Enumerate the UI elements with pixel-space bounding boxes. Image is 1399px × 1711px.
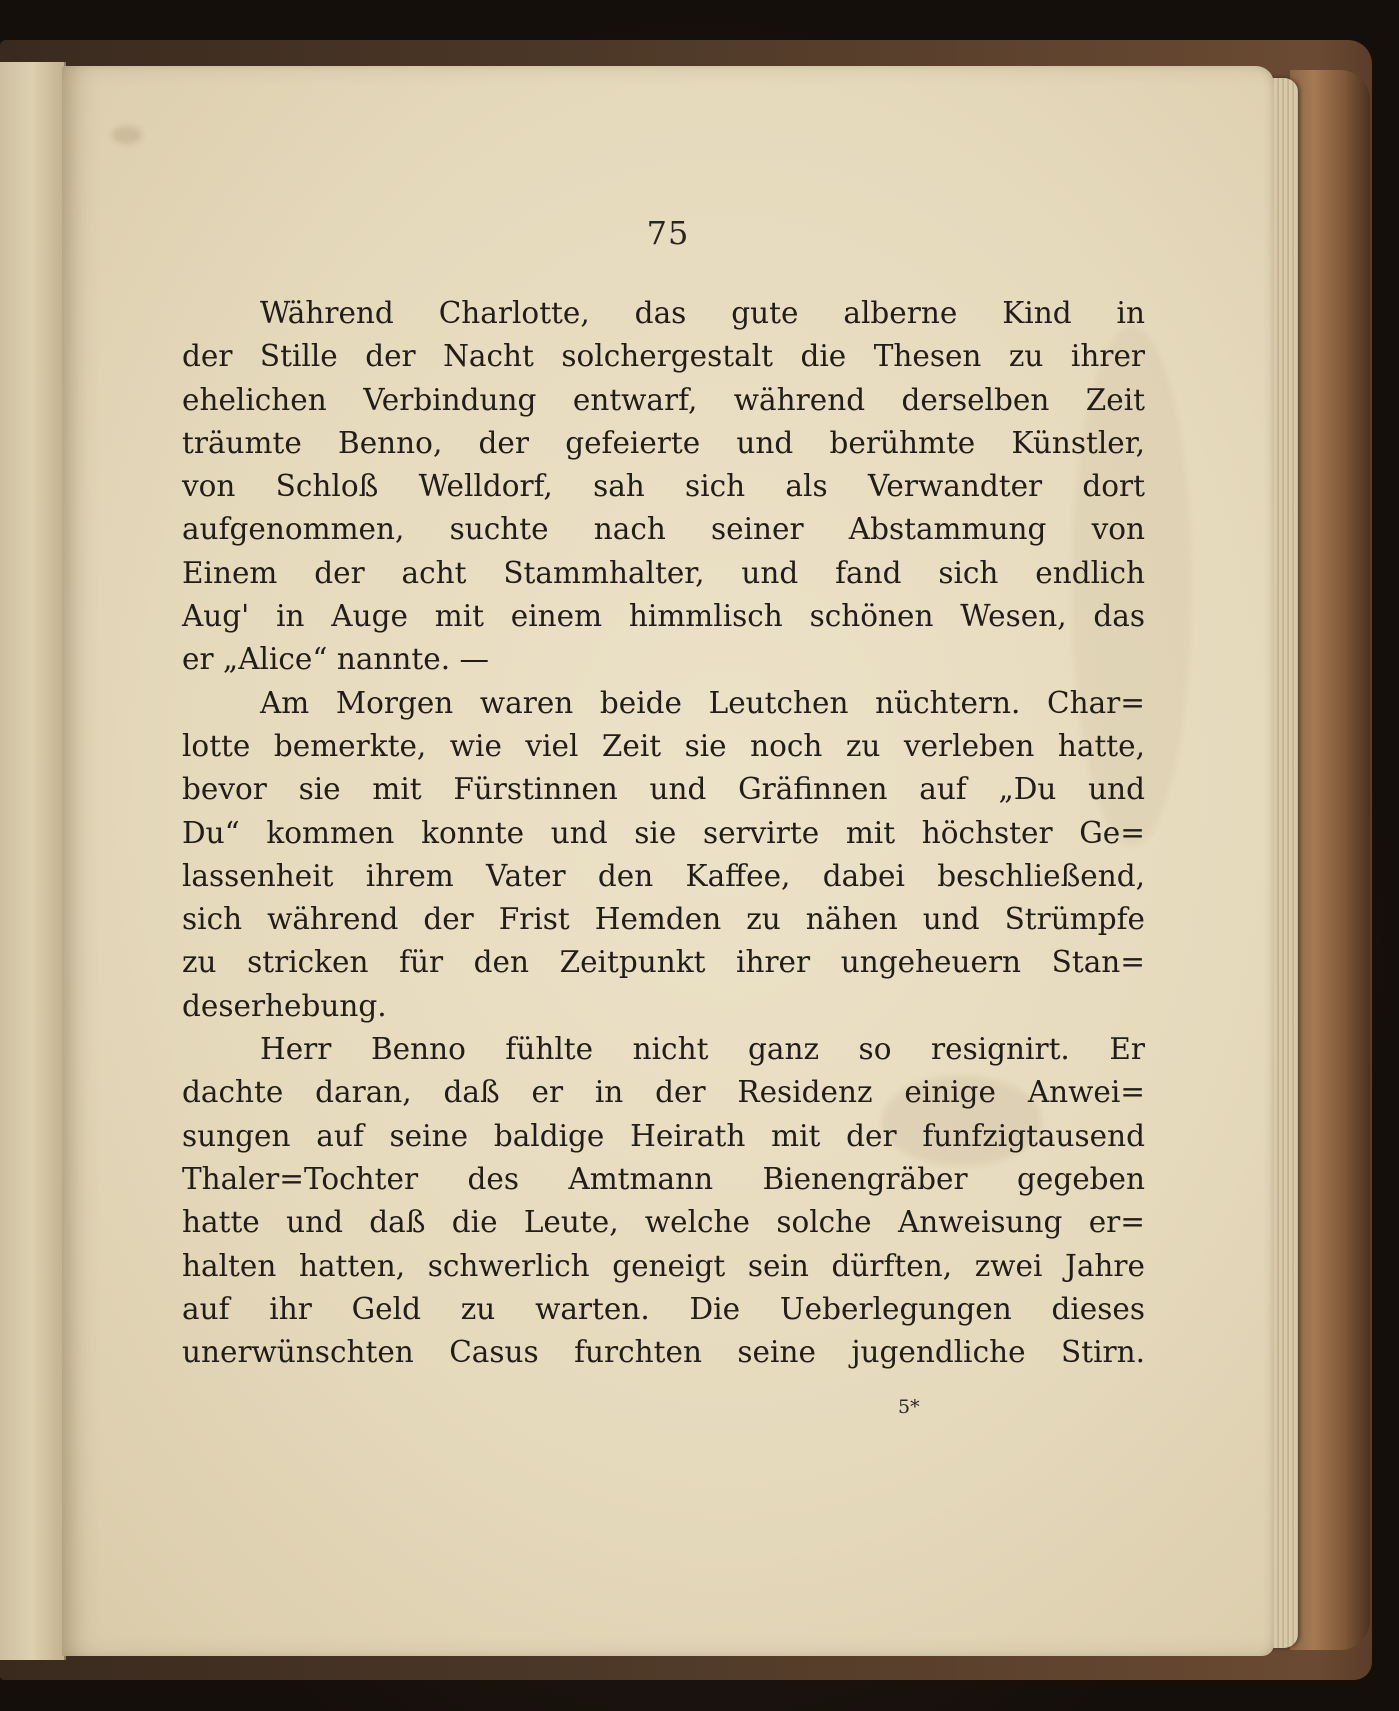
text-line: ehelichen Verbindung entwarf, während derselben Zeit [182,382,1145,417]
text-line: hatte und daß die Leute, welche solche Anweisung er= [182,1205,1145,1240]
text-line: unerwünschten Casus furchten seine jugendliche Stirn. [182,1335,1145,1370]
text-line: dachte daran, daß er in der Residenz einige Anwei= [182,1075,1145,1110]
signature-mark: 5* [898,1396,920,1418]
text-line: träumte Benno, der gefeierte und berühmte Künstler, [182,425,1145,460]
page-number: 75 [646,214,690,252]
text-line: deserhebung. [182,988,387,1023]
text-line: Einem der acht Stammhalter, und fand sich endlich [182,555,1145,590]
text-line: bevor sie mit Fürstinnen und Gräfinnen auf „Du und [182,772,1145,807]
text-line: er „Alice“ nannte. — [182,642,489,677]
text-line: halten hatten, schwerlich geneigt sein dürften, zwei Jahre [182,1248,1145,1283]
text-line: von Schloß Welldorf, sah sich als Verwandter dort [182,469,1145,504]
text-line: der Stille der Nacht solchergestalt die Thesen zu ihrer [182,339,1145,374]
text-line: Während Charlotte, das gute alberne Kind in [260,296,1145,330]
text-line: auf ihr Geld zu warten. Die Ueberlegungen dieses [182,1291,1145,1326]
left-page-edge [0,62,66,1660]
page-stain [112,126,142,144]
text-line: Du“ kommen konnte und sie servirte mit höchster Ge= [182,815,1145,850]
text-line: Thaler=Tochter des Amtmann Bienengräber gegeben [182,1161,1145,1196]
text-line: lassenheit ihrem Vater den Kaffee, dabei beschließend, [182,858,1145,893]
text-line: Aug' in Auge mit einem himmlisch schönen Wesen, das [182,599,1145,634]
cover-edge [1290,70,1370,1650]
text-line: sungen auf seine baldige Heirath mit der funfzigtausend [182,1118,1145,1153]
body-text [182,292,1145,1374]
text-line: lotte bemerkte, wie viel Zeit sie noch zu verleben hatte, [182,728,1145,763]
text-line: aufgenommen, suchte nach seiner Abstammung von [182,512,1145,547]
text-line: sich während der Frist Hemden zu nähen und Strümpfe [182,902,1145,937]
book-page [62,66,1274,1656]
text-line: Herr Benno fühlte nicht ganz so resignirt. Er [260,1032,1145,1067]
text-line: Am Morgen waren beide Leutchen nüchtern. Char= [260,685,1145,720]
text-line: zu stricken für den Zeitpunkt ihrer ungeheuern Stan= [182,945,1145,980]
